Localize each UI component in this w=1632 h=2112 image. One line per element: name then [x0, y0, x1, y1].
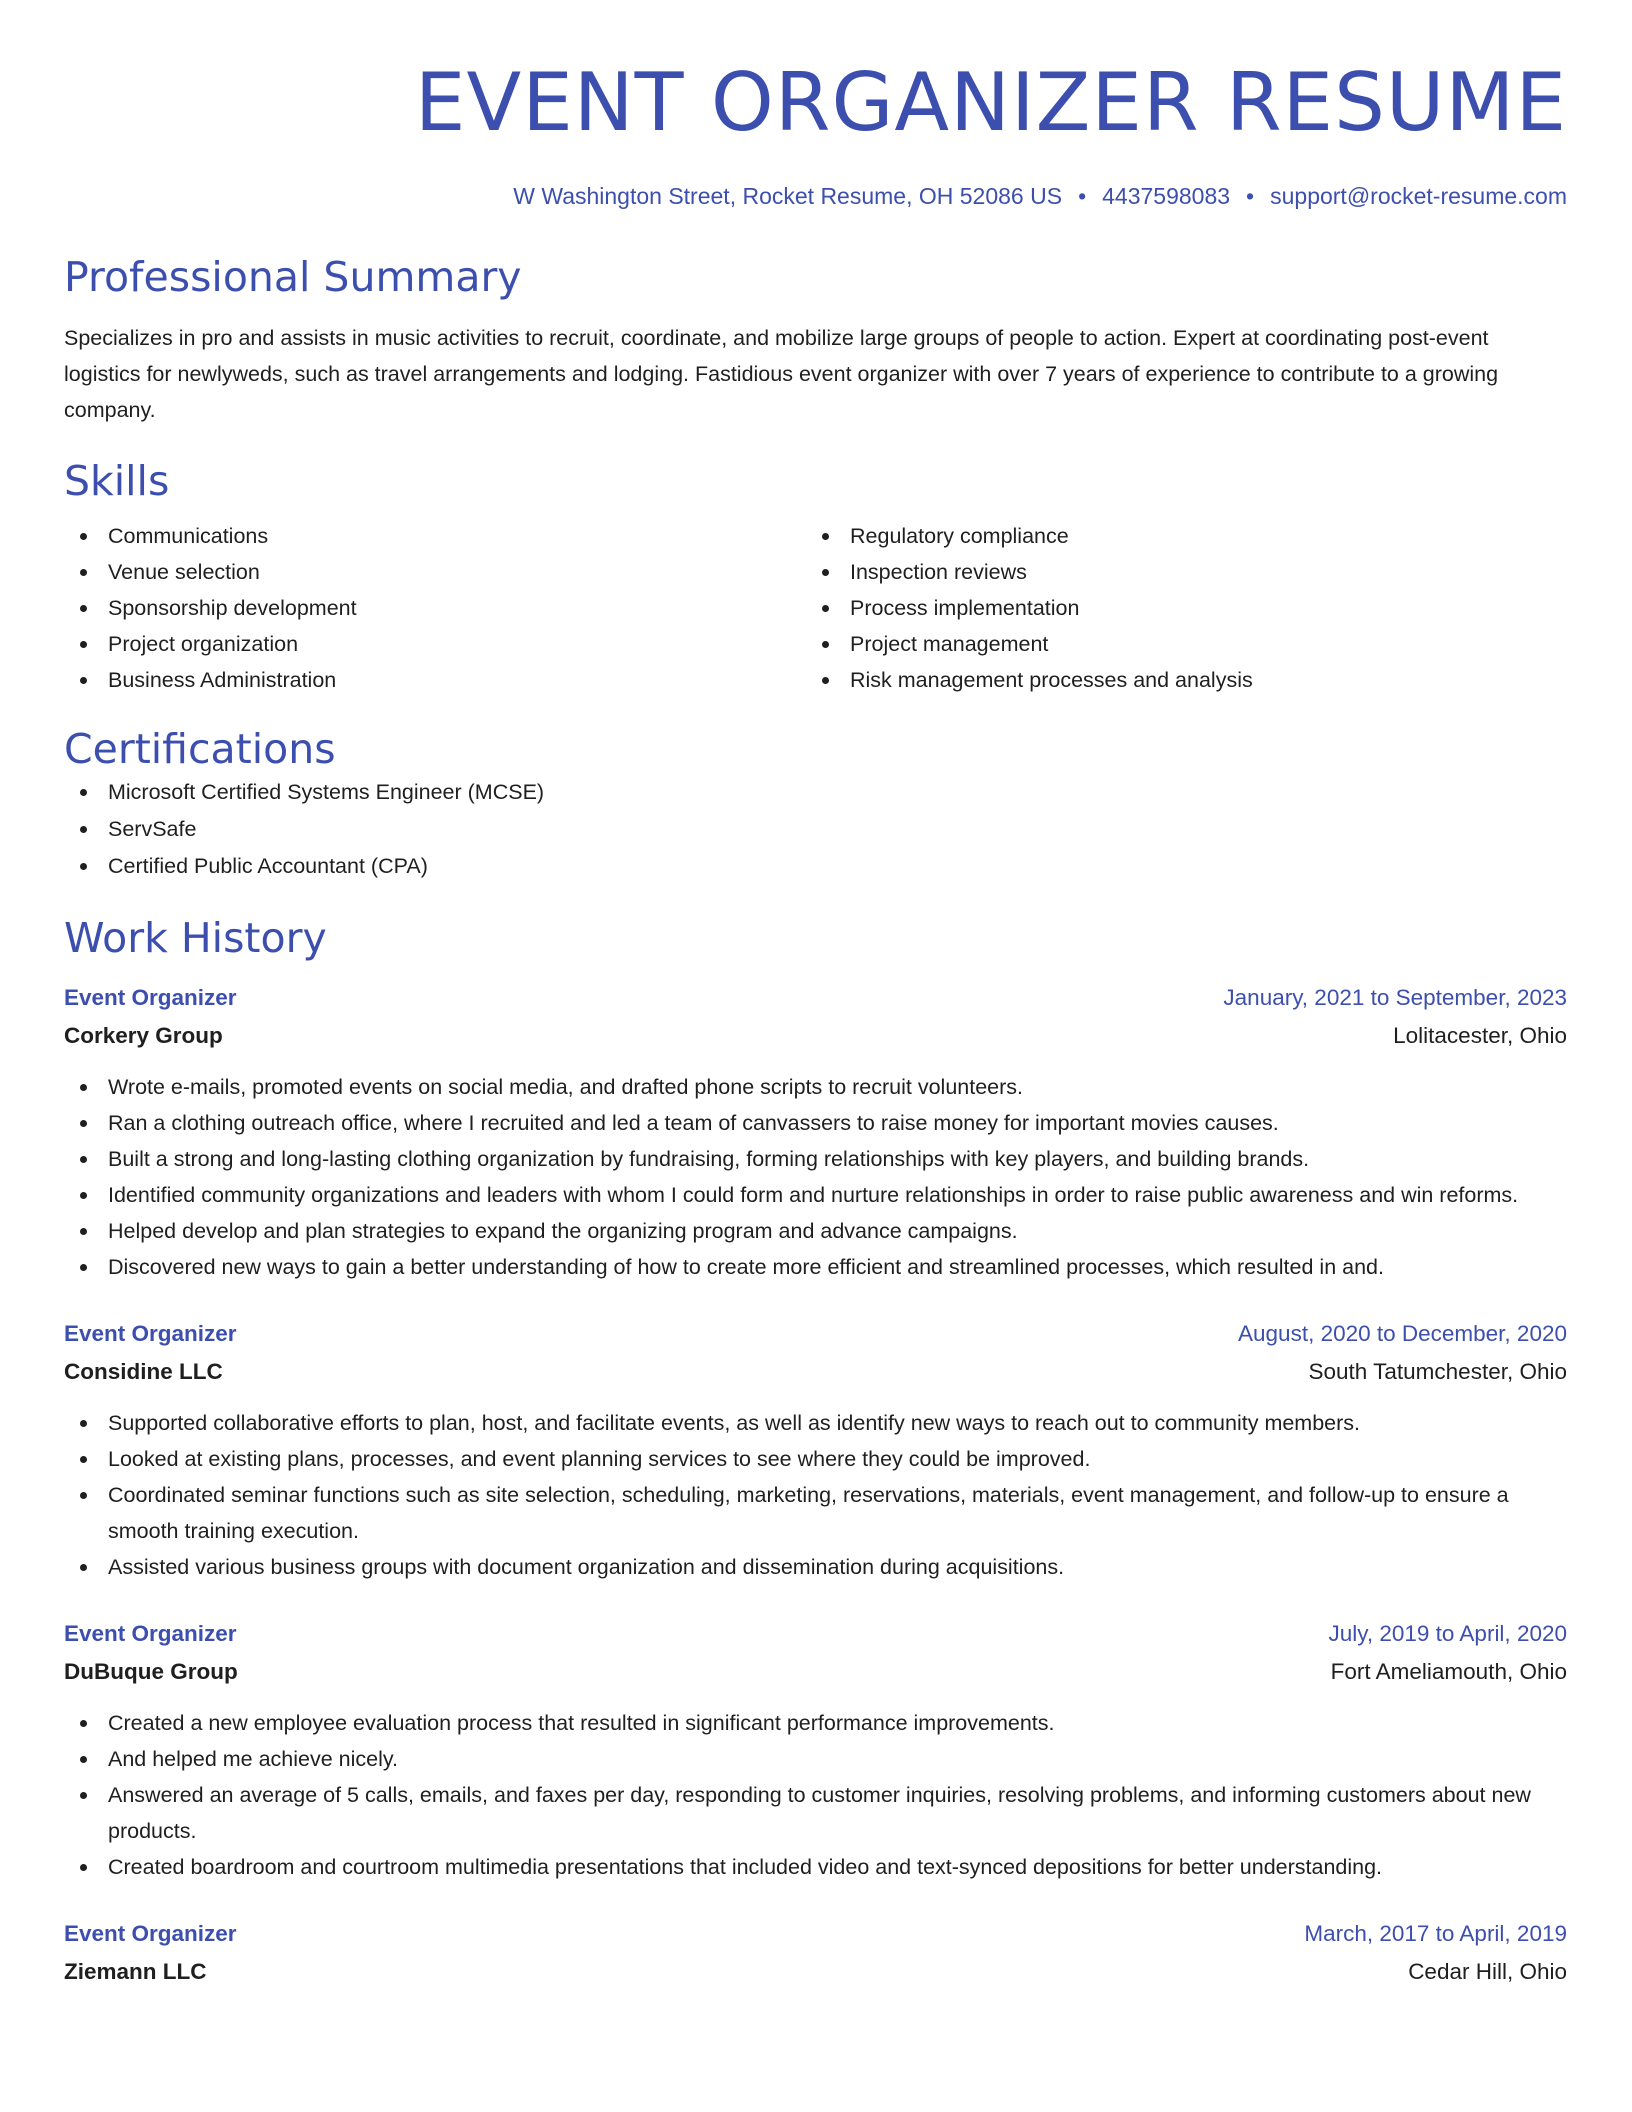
job-bullet: Helped develop and plan strategies to expand the organizing program and advance campaigns.: [64, 1213, 1567, 1249]
skills-column-right: [806, 518, 1548, 698]
job-bullet: Supported collaborative efforts to plan, host, and facilitate events, as well as identify new ways to reach out to community members.: [64, 1405, 1567, 1441]
job-bullet: Discovered new ways to gain a better understanding of how to create more efficient and streamlined processes, which resulted in and.: [64, 1249, 1567, 1285]
job-location: Fort Ameliamouth, Ohio: [1330, 1659, 1567, 1684]
job-bullets: [64, 1705, 1567, 1885]
certification-item: ServSafe: [64, 811, 1567, 848]
certification-item: Microsoft Certified Systems Engineer (MCSE): [64, 774, 1567, 811]
contact-separator: •: [1078, 183, 1087, 209]
job-entry: [64, 979, 1567, 1285]
job-bullet: And helped me achieve nicely.: [64, 1741, 1567, 1777]
job-bullet: Looked at existing plans, processes, and event planning services to see where they could be improved.: [64, 1441, 1567, 1477]
job-location: Cedar Hill, Ohio: [1408, 1959, 1567, 1984]
resume-page: [64, 0, 1567, 1991]
skills-list-right: [806, 518, 1548, 698]
skill-item: Regulatory compliance: [806, 518, 1548, 554]
job-company: Corkery Group: [64, 1023, 223, 1048]
job-company: Considine LLC: [64, 1359, 223, 1384]
contact-separator: •: [1246, 183, 1255, 209]
job-bullets: [64, 1405, 1567, 1585]
work-history-list: [64, 979, 1567, 1991]
job-company-row: [64, 1017, 1567, 1055]
job-title: Event Organizer: [64, 1921, 237, 1946]
skill-item: Process implementation: [806, 590, 1548, 626]
job-entry: [64, 1315, 1567, 1585]
certifications-heading: Certifications: [64, 725, 336, 773]
skill-item: Project management: [806, 626, 1548, 662]
skills-heading: Skills: [64, 457, 170, 505]
skill-item: Sponsorship development: [64, 590, 806, 626]
skills-column-left: [64, 518, 806, 698]
job-header-row: [64, 1315, 1567, 1353]
job-bullet: Coordinated seminar functions such as site selection, scheduling, marketing, reservations, materials, event management, and follow-up to ensure a smooth training execution.: [64, 1477, 1567, 1549]
job-entry: [64, 1615, 1567, 1885]
job-dates: January, 2021 to September, 2023: [1223, 985, 1567, 1010]
job-bullet: Created boardroom and courtroom multimedia presentations that included video and text-synced depositions for better understanding.: [64, 1849, 1567, 1885]
skill-item: Business Administration: [64, 662, 806, 698]
job-bullet: Answered an average of 5 calls, emails, and faxes per day, responding to customer inquiries, resolving problems, and informing customers about new products.: [64, 1777, 1567, 1849]
job-company-row: [64, 1653, 1567, 1691]
skill-item: Risk management processes and analysis: [806, 662, 1548, 698]
contact-address: W Washington Street, Rocket Resume, OH 52086 US: [513, 183, 1063, 209]
job-title: Event Organizer: [64, 1321, 237, 1346]
resume-title: EVENT ORGANIZER RESUME: [414, 56, 1567, 149]
contact-phone: 4437598083: [1102, 183, 1231, 209]
job-entry: [64, 1915, 1567, 1991]
skills-list-left: [64, 518, 806, 698]
job-header-row: [64, 1915, 1567, 1953]
skill-item: Project organization: [64, 626, 806, 662]
job-location: South Tatumchester, Ohio: [1308, 1359, 1567, 1384]
job-header-row: [64, 979, 1567, 1017]
skills-columns: [64, 518, 1567, 698]
summary-text: Specializes in pro and assists in music activities to recruit, coordinate, and mobilize large groups of people to action. Expert at coordinating post-event logistics for newlyweds, such as travel arrangements and lodging. Fastidious event organizer with over 7 years of experience to contribute to a growing company.: [64, 326, 1499, 422]
job-title: Event Organizer: [64, 1621, 237, 1646]
certifications-list: [64, 774, 1567, 885]
certification-item: Certified Public Accountant (CPA): [64, 848, 1567, 885]
contact-email: support@rocket-resume.com: [1270, 183, 1567, 209]
skill-item: Communications: [64, 518, 806, 554]
job-company-row: [64, 1953, 1567, 1991]
work-history-heading: Work History: [64, 914, 327, 962]
job-header-row: [64, 1615, 1567, 1653]
job-company: DuBuque Group: [64, 1659, 238, 1684]
job-location: Lolitacester, Ohio: [1393, 1023, 1567, 1048]
skill-item: Venue selection: [64, 554, 806, 590]
job-bullet: Built a strong and long-lasting clothing organization by fundraising, forming relationships with key players, and building brands.: [64, 1141, 1567, 1177]
job-bullet: Assisted various business groups with document organization and dissemination during acquisitions.: [64, 1549, 1567, 1585]
job-title: Event Organizer: [64, 985, 237, 1010]
job-dates: July, 2019 to April, 2020: [1328, 1621, 1567, 1646]
job-dates: August, 2020 to December, 2020: [1238, 1321, 1567, 1346]
job-bullet: Created a new employee evaluation process that resulted in significant performance improvements.: [64, 1705, 1567, 1741]
job-bullets: [64, 1069, 1567, 1285]
skill-item: Inspection reviews: [806, 554, 1548, 590]
summary-heading: Professional Summary: [64, 253, 522, 301]
job-bullet: Wrote e-mails, promoted events on social media, and drafted phone scripts to recruit volunteers.: [64, 1069, 1567, 1105]
job-company: Ziemann LLC: [64, 1959, 207, 1984]
job-bullet: Ran a clothing outreach office, where I recruited and led a team of canvassers to raise money for important movies causes.: [64, 1105, 1567, 1141]
contact-line: [64, 180, 1567, 212]
job-dates: March, 2017 to April, 2019: [1304, 1921, 1567, 1946]
job-bullet: Identified community organizations and leaders with whom I could form and nurture relationships in order to raise public awareness and win reforms.: [64, 1177, 1567, 1213]
job-company-row: [64, 1353, 1567, 1391]
